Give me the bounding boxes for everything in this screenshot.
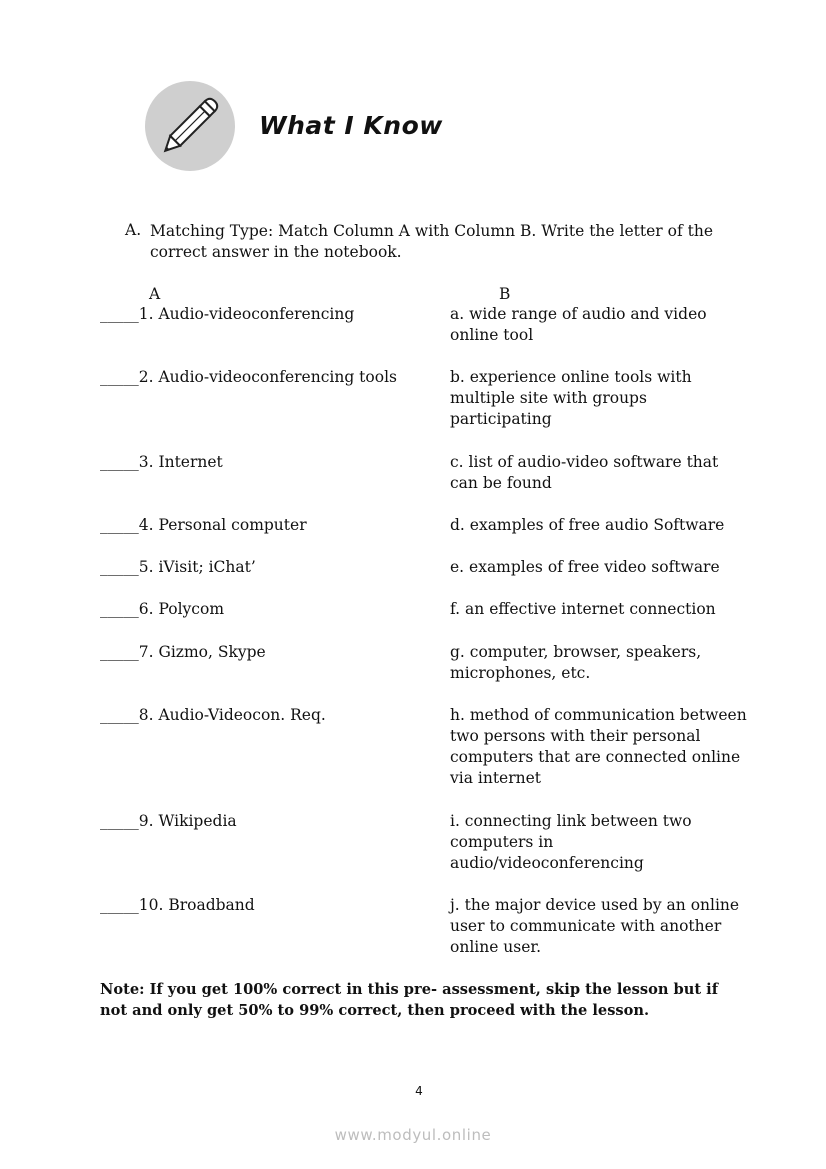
column-a-label: A [149,285,161,303]
column-b-item: d. examples of free audio Software [450,516,725,534]
page-title: What I Know [259,111,443,140]
column-a-item: _____5. iVisit; iChat’ [100,558,256,576]
pencil-icon [145,81,235,171]
instruction-text: Matching Type: Match Column A with Column B. Write the letter of the correct answer in the notebook. [150,222,713,261]
column-b-item: a. wide range of audio and video online tool [450,305,707,344]
page-number: 4 [415,1084,423,1098]
column-a-item: _____8. Audio-Videocon. Req. [100,706,326,724]
assessment-note: Note: If you get 100% correct in this pre- assessment, skip the lesson but if not and only get 50% to 99% correct, then proceed with the lesson. [100,981,718,1019]
column-a-item: _____4. Personal computer [100,516,307,534]
column-b-item: j. the major device used by an online user to communicate with another online user. [450,896,740,956]
column-a-item: _____1. Audio-videoconferencing [100,305,355,323]
column-b-item: i. connecting link between two computers in audio/videoconferencing [450,812,692,872]
header-icon-circle [145,81,235,171]
column-a-item: _____6. Polycom [100,600,225,618]
instruction-letter: A. [125,221,142,239]
column-b-item: b. experience online tools with multiple site with groups participating [450,368,692,428]
column-a-item: _____7. Gizmo, Skype [100,643,266,661]
column-a-item: _____9. Wikipedia [100,812,237,830]
column-b-item: c. list of audio-video software that can be found [450,453,719,492]
column-b-item: e. examples of free video software [450,558,720,576]
column-b-label: B [499,285,511,303]
column-a-item: _____3. Internet [100,453,223,471]
column-b-item: f. an effective internet connection [450,600,716,618]
column-a-item: _____10. Broadband [100,896,255,914]
column-b-item: h. method of communication between two persons with their personal computers that are connected online via internet [450,706,747,787]
column-a-item: _____2. Audio-videoconferencing tools [100,368,397,386]
watermark: www.modyul.online [334,1126,492,1144]
column-b-item: g. computer, browser, speakers, microphones, etc. [450,643,702,682]
